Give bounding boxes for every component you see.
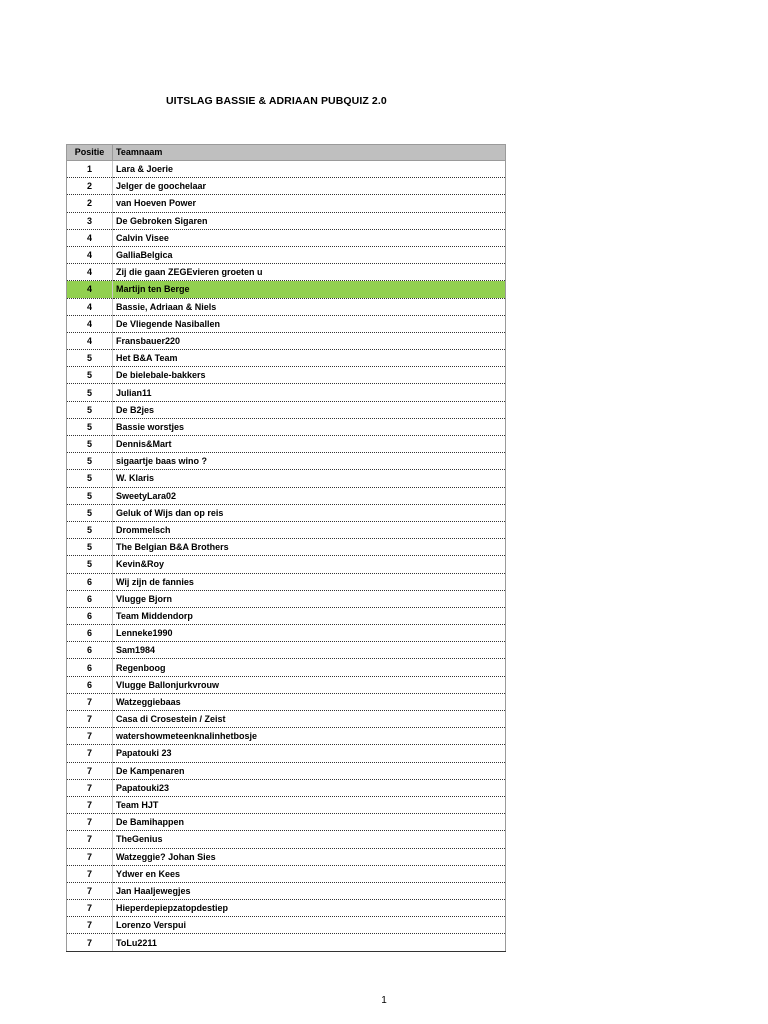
table-row	[67, 796, 506, 813]
table-row	[67, 521, 506, 538]
table-row	[67, 436, 506, 453]
table-row	[67, 831, 506, 848]
team-name-cell: Fransbauer220	[113, 332, 506, 349]
team-name-cell: watershowmeteenknalinhetbosje	[113, 728, 506, 745]
table-row	[67, 779, 506, 796]
table-row	[67, 161, 506, 178]
table-row	[67, 711, 506, 728]
team-name-cell: De Gebroken Sigaren	[113, 212, 506, 229]
table-row	[67, 607, 506, 624]
team-name-cell: Wij zijn de fannies	[113, 573, 506, 590]
team-name-cell: De Bamihappen	[113, 814, 506, 831]
results-table	[66, 144, 506, 952]
position-cell: 7	[67, 814, 113, 831]
position-cell: 7	[67, 779, 113, 796]
table-row	[67, 848, 506, 865]
team-name-cell: Drommelsch	[113, 521, 506, 538]
table-row	[67, 814, 506, 831]
table-row	[67, 539, 506, 556]
team-name-cell: Vlugge Bjorn	[113, 590, 506, 607]
team-name-cell: Papatouki 23	[113, 745, 506, 762]
position-cell: 4	[67, 281, 113, 298]
table-row	[67, 264, 506, 281]
table-header-row	[67, 145, 506, 161]
table-row	[67, 693, 506, 710]
position-cell: 7	[67, 882, 113, 899]
table-row	[67, 298, 506, 315]
team-name-cell: The Belgian B&A Brothers	[113, 539, 506, 556]
position-cell: 7	[67, 762, 113, 779]
table-row	[67, 728, 506, 745]
position-cell: 2	[67, 195, 113, 212]
table-row	[67, 556, 506, 573]
position-cell: 6	[67, 573, 113, 590]
position-cell: 4	[67, 264, 113, 281]
table-row	[67, 384, 506, 401]
table-row	[67, 900, 506, 917]
position-cell: 7	[67, 831, 113, 848]
team-name-cell: TheGenius	[113, 831, 506, 848]
team-name-cell: Dennis&Mart	[113, 436, 506, 453]
team-name-cell: Vlugge Ballonjurkvrouw	[113, 676, 506, 693]
team-name-cell: Geluk of Wijs dan op reis	[113, 504, 506, 521]
position-cell: 5	[67, 436, 113, 453]
team-name-cell: Martijn ten Berge	[113, 281, 506, 298]
team-name-cell: Lara & Joerie	[113, 161, 506, 178]
table-row	[67, 745, 506, 762]
team-name-cell: Watzeggie? Johan Sies	[113, 848, 506, 865]
position-cell: 4	[67, 332, 113, 349]
team-name-cell: De Vliegende Nasiballen	[113, 315, 506, 332]
position-cell: 2	[67, 178, 113, 195]
table-row	[67, 487, 506, 504]
table-row	[67, 453, 506, 470]
position-cell: 5	[67, 470, 113, 487]
table-row	[67, 229, 506, 246]
position-cell: 4	[67, 298, 113, 315]
position-cell: 3	[67, 212, 113, 229]
team-name-cell: Hieperdepiepzatopdestiep	[113, 900, 506, 917]
team-name-cell: Sam1984	[113, 642, 506, 659]
table-row	[67, 573, 506, 590]
table-row	[67, 934, 506, 951]
position-cell: 7	[67, 711, 113, 728]
table-row	[67, 401, 506, 418]
position-cell: 7	[67, 865, 113, 882]
table-row	[67, 315, 506, 332]
team-name-cell: Ydwer en Kees	[113, 865, 506, 882]
table-row	[67, 590, 506, 607]
position-cell: 5	[67, 384, 113, 401]
team-name-cell: SweetyLara02	[113, 487, 506, 504]
team-name-cell: Het B&A Team	[113, 350, 506, 367]
table-row	[67, 882, 506, 899]
table-row	[67, 418, 506, 435]
position-cell: 7	[67, 934, 113, 951]
team-name-cell: De bielebale-bakkers	[113, 367, 506, 384]
team-name-cell: GalliaBelgica	[113, 246, 506, 263]
position-cell: 5	[67, 504, 113, 521]
table-row	[67, 195, 506, 212]
table-row	[67, 367, 506, 384]
position-cell: 5	[67, 487, 113, 504]
position-cell: 4	[67, 229, 113, 246]
table-row	[67, 762, 506, 779]
team-column-header: Teamnaam	[113, 145, 506, 161]
position-cell: 7	[67, 917, 113, 934]
table-row	[67, 178, 506, 195]
position-cell: 7	[67, 796, 113, 813]
page-title: UITSLAG BASSIE & ADRIAAN PUBQUIZ 2.0	[166, 95, 387, 107]
team-name-cell: W. Klaris	[113, 470, 506, 487]
position-cell: 6	[67, 642, 113, 659]
position-cell: 5	[67, 521, 113, 538]
team-name-cell: Julian11	[113, 384, 506, 401]
table-row	[67, 625, 506, 642]
team-name-cell: Watzeggiebaas	[113, 693, 506, 710]
team-name-cell: Regenboog	[113, 659, 506, 676]
position-cell: 6	[67, 676, 113, 693]
table-row	[67, 676, 506, 693]
page-number: 1	[381, 995, 387, 1006]
team-name-cell: Kevin&Roy	[113, 556, 506, 573]
position-cell: 6	[67, 659, 113, 676]
position-cell: 5	[67, 350, 113, 367]
team-name-cell: Papatouki23	[113, 779, 506, 796]
table-row	[67, 332, 506, 349]
table-row	[67, 212, 506, 229]
position-cell: 6	[67, 625, 113, 642]
table-row	[67, 917, 506, 934]
position-cell: 1	[67, 161, 113, 178]
table-row	[67, 350, 506, 367]
table-row-highlighted	[67, 281, 506, 298]
position-cell: 5	[67, 401, 113, 418]
team-name-cell: Lenneke1990	[113, 625, 506, 642]
position-cell: 5	[67, 539, 113, 556]
position-cell: 6	[67, 590, 113, 607]
table-row	[67, 865, 506, 882]
table-row	[67, 659, 506, 676]
table-row	[67, 246, 506, 263]
team-name-cell: Bassie, Adriaan & Niels	[113, 298, 506, 315]
position-cell: 7	[67, 900, 113, 917]
team-name-cell: Jan Haaljewegjes	[113, 882, 506, 899]
position-column-header: Positie	[67, 145, 113, 161]
position-cell: 7	[67, 728, 113, 745]
team-name-cell: Calvin Visee	[113, 229, 506, 246]
team-name-cell: De B2jes	[113, 401, 506, 418]
team-name-cell: Bassie worstjes	[113, 418, 506, 435]
position-cell: 5	[67, 367, 113, 384]
position-cell: 5	[67, 418, 113, 435]
results-body	[67, 161, 506, 952]
team-name-cell: Lorenzo Verspui	[113, 917, 506, 934]
position-cell: 7	[67, 693, 113, 710]
table-row	[67, 470, 506, 487]
position-cell: 7	[67, 848, 113, 865]
team-name-cell: Casa di Crosestein / Zeist	[113, 711, 506, 728]
table-row	[67, 642, 506, 659]
position-cell: 6	[67, 607, 113, 624]
position-cell: 4	[67, 315, 113, 332]
team-name-cell: Team Middendorp	[113, 607, 506, 624]
team-name-cell: Team HJT	[113, 796, 506, 813]
position-cell: 4	[67, 246, 113, 263]
team-name-cell: Jelger de goochelaar	[113, 178, 506, 195]
team-name-cell: Zij die gaan ZEGEvieren groeten u	[113, 264, 506, 281]
position-cell: 5	[67, 556, 113, 573]
table-row	[67, 504, 506, 521]
position-cell: 7	[67, 745, 113, 762]
team-name-cell: sigaartje baas wino ?	[113, 453, 506, 470]
team-name-cell: van Hoeven Power	[113, 195, 506, 212]
position-cell: 5	[67, 453, 113, 470]
team-name-cell: De Kampenaren	[113, 762, 506, 779]
team-name-cell: ToLu2211	[113, 934, 506, 951]
